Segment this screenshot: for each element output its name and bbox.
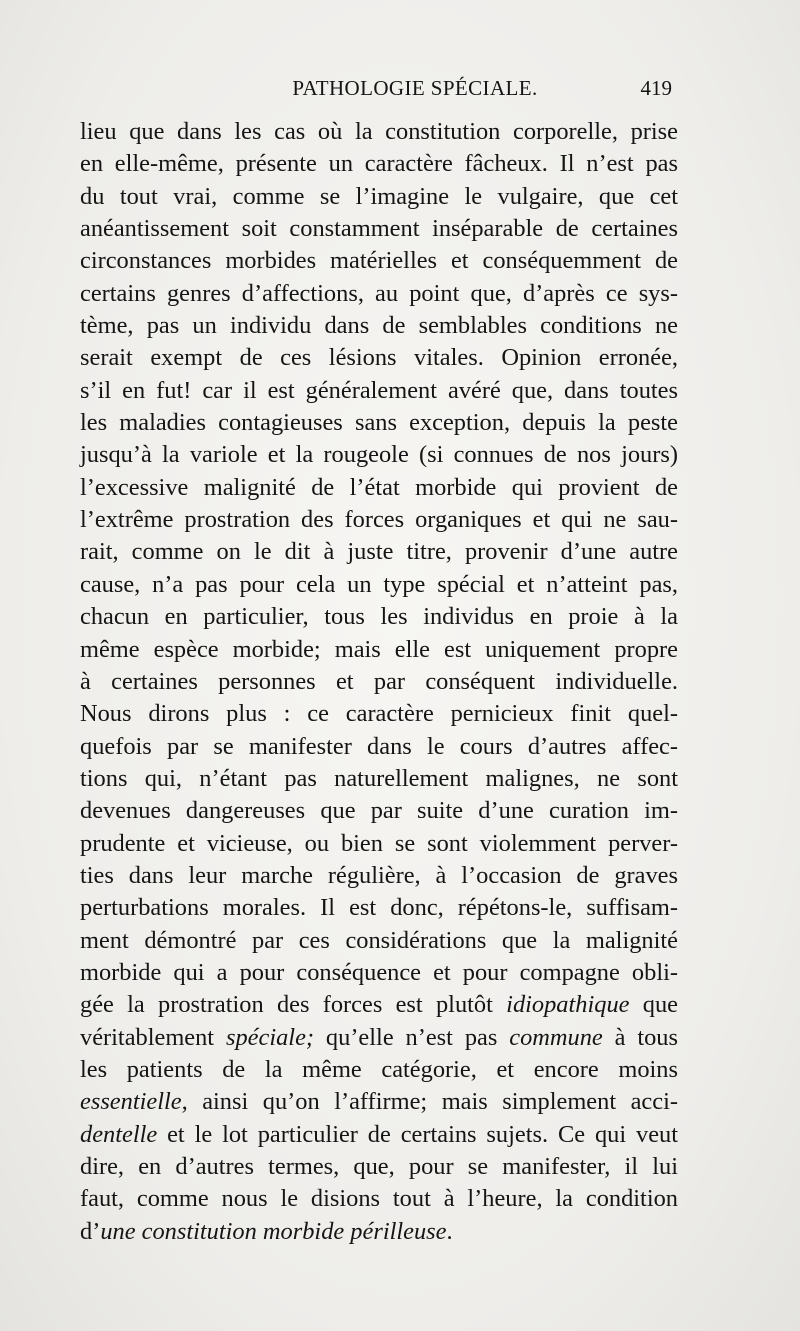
text-line xyxy=(80,245,678,277)
text-line xyxy=(80,375,678,407)
body-text xyxy=(80,116,678,1248)
italic-text: dentelle xyxy=(80,1120,158,1148)
text-line xyxy=(80,213,678,245)
italic-text: une constitution morbide périlleuse xyxy=(100,1217,447,1245)
text-line xyxy=(80,1183,678,1215)
running-head: PATHOLOGIE SPÉCIALE. xyxy=(292,76,538,100)
text-line xyxy=(80,1216,678,1248)
text-line xyxy=(80,472,678,504)
text-segment: certains genres d’affections, au point que, d’après ce sys- xyxy=(80,279,678,307)
text-line xyxy=(80,181,678,213)
text-line xyxy=(80,731,678,763)
text-segment: . xyxy=(446,1217,453,1245)
text-segment: cause, n’a pas pour cela un type spécial et n’atteint pas, xyxy=(80,570,678,598)
text-segment: lieu que dans les cas où la constitution corporelle, prise xyxy=(80,118,678,145)
text-line xyxy=(80,1151,678,1183)
text-line xyxy=(80,892,678,924)
text-segment: rait, comme on le dit à juste titre, provenir d’une autre xyxy=(80,538,678,566)
page-header xyxy=(82,76,678,116)
italic-text: idiopathique xyxy=(506,991,630,1019)
text-line xyxy=(80,860,678,892)
text-segment: l’excessive malignité de l’état morbide qui provient de xyxy=(80,473,678,501)
text-segment: chacun en particulier, tous les individus en proie à la xyxy=(80,603,678,631)
text-segment: les patients de la même catégorie, et encore moins xyxy=(80,1055,678,1083)
text-segment: tions qui, n’étant pas naturellement malignes, ne sont xyxy=(80,764,678,792)
text-segment: anéantissement soit constamment inséparable de certaines xyxy=(80,215,678,243)
text-line xyxy=(80,989,678,1021)
text-segment: dire, en d’autres termes, que, pour se manifester, il lui xyxy=(80,1153,678,1180)
text-line xyxy=(80,116,678,148)
text-segment: ainsi qu’on l’affirme; mais simplement xyxy=(187,1088,631,1116)
text-segment: à certaines personnes et par conséquent individuelle. xyxy=(80,667,678,695)
text-line xyxy=(80,148,678,180)
text-line xyxy=(80,310,678,342)
text-line xyxy=(80,1119,678,1151)
text-line xyxy=(80,536,678,568)
text-segment: ties dans leur marche régulière, à l’occasion de graves xyxy=(80,861,678,889)
text-line xyxy=(80,1054,678,1086)
text-segment: serait exempt de ces lésions vitales. Opinion erronée, xyxy=(80,344,678,372)
text-segment: prudente et vicieuse, ou bien se sont violemment perver- xyxy=(80,829,678,857)
text-segment: faut, comme nous le disions tout à l’heure, la condition xyxy=(80,1185,678,1213)
text-line xyxy=(80,278,678,310)
text-line xyxy=(80,828,678,860)
text-line xyxy=(80,1022,678,1054)
text-segment: même espèce morbide; mais elle est uniquement propre xyxy=(80,635,678,663)
italic-text: commune xyxy=(509,1023,603,1051)
text-segment: gée la prostration des forces est plutôt xyxy=(80,991,507,1019)
text-segment: devenues dangereuses que par suite d’une curation im- xyxy=(80,797,678,825)
page-number: 419 xyxy=(640,76,672,100)
text-line xyxy=(80,925,678,957)
text-line xyxy=(80,504,678,536)
text-line xyxy=(80,698,678,730)
text-segment: ment démontré par ces considérations que la malignité xyxy=(80,926,678,954)
text-line xyxy=(80,569,678,601)
text-segment: et le lot particulier de certains sujets. Ce qui veut xyxy=(157,1120,678,1148)
text-line xyxy=(80,439,678,471)
text-line xyxy=(80,763,678,795)
text-segment: acci- xyxy=(630,1088,678,1116)
text-segment: s’il en fut! car il est généralement avéré que, dans toutes xyxy=(80,376,678,404)
text-segment: du tout vrai, comme se l’imagine le vulgaire, que cet xyxy=(80,182,678,210)
text-line xyxy=(80,407,678,439)
text-line xyxy=(80,634,678,666)
text-line xyxy=(80,666,678,698)
text-segment: véritablement xyxy=(80,1023,226,1051)
text-line xyxy=(80,957,678,989)
text-segment: en elle-même, présente un caractère fâcheux. Il n’est pas xyxy=(80,150,678,178)
text-segment: à tous xyxy=(602,1023,678,1051)
text-line xyxy=(80,342,678,374)
text-segment: que xyxy=(629,991,678,1019)
text-segment: morbide qui a pour conséquence et pour compagne obli- xyxy=(80,958,678,986)
text-line xyxy=(80,601,678,633)
italic-text: spéciale; xyxy=(225,1023,315,1051)
text-segment: jusqu’à la variole et la rougeole (si connues de nos jours) xyxy=(80,441,678,469)
text-segment: circonstances morbides matérielles et conséquemment de xyxy=(80,247,678,275)
text-line xyxy=(80,1086,678,1118)
text-segment: tème, pas un individu dans de semblables conditions ne xyxy=(80,312,678,340)
text-segment: qu’elle n’est pas xyxy=(314,1023,510,1051)
text-segment: Nous dirons plus : ce caractère pernicieux finit quel- xyxy=(80,700,678,728)
text-segment: l’extrême prostration des forces organiques et qui ne sau- xyxy=(80,506,678,534)
text-segment: d’ xyxy=(80,1217,101,1245)
text-segment: les maladies contagieuses sans exception, depuis la peste xyxy=(80,409,678,437)
text-line xyxy=(80,795,678,827)
text-segment: perturbations morales. Il est donc, répétons-le, suffisam- xyxy=(80,894,678,922)
text-segment: quefois par se manifester dans le cours d’autres affec- xyxy=(80,732,678,760)
italic-text: essentielle, xyxy=(80,1088,188,1116)
